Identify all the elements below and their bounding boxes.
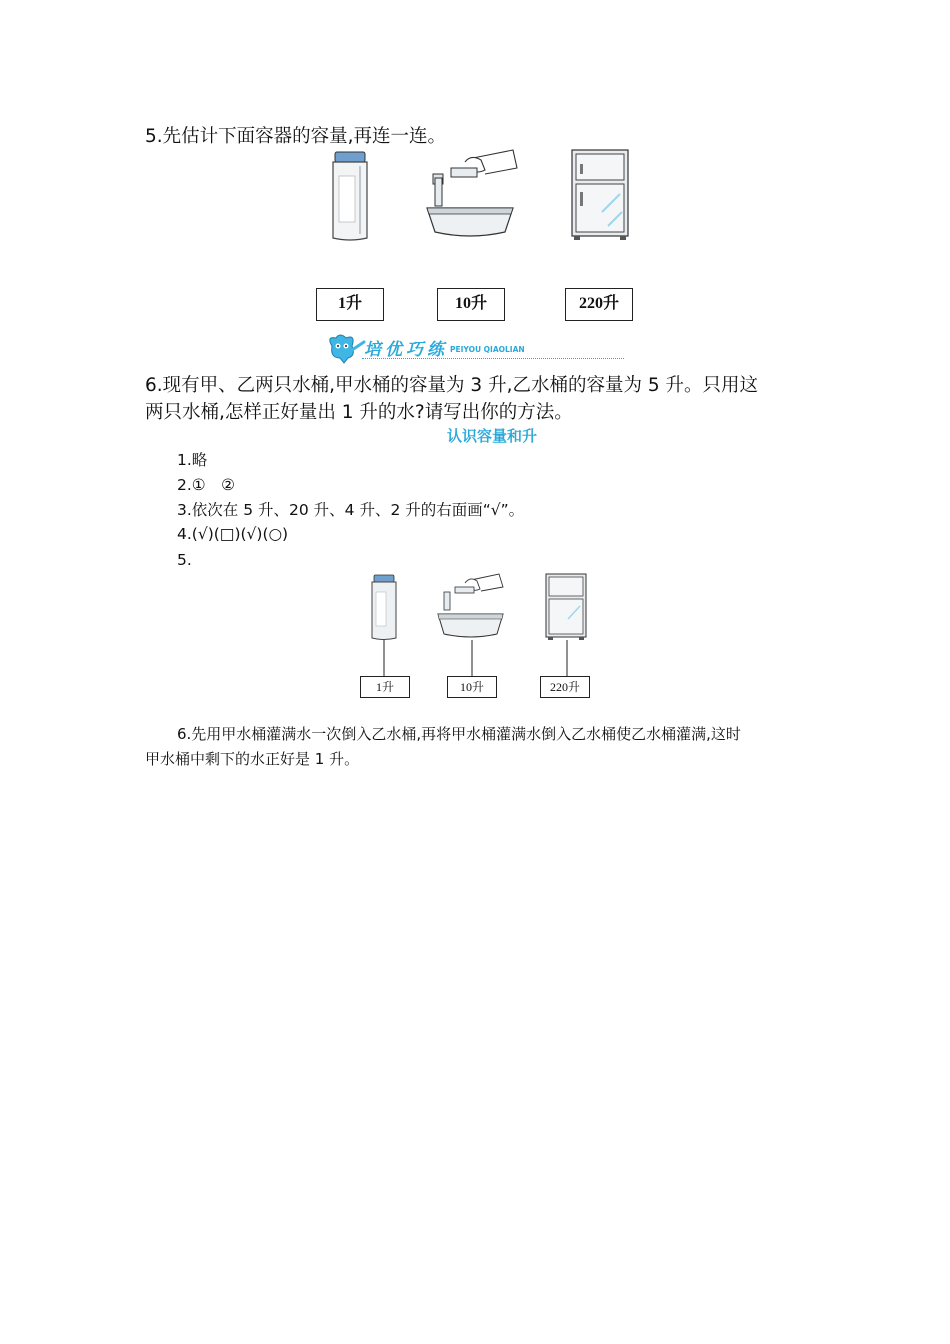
q5-option-1l[interactable]: 1升 xyxy=(316,288,384,321)
banner-subtitle: PEIYOU QIAOLIAN xyxy=(450,345,525,354)
banner-title: 培优巧练 xyxy=(364,340,448,360)
answer5-box-1l: 1升 xyxy=(360,676,410,698)
answer-6-line1: 6.先用甲水桶灌满水一次倒入乙水桶,再将甲水桶灌满水倒入乙水桶使乙水桶灌满,这时 xyxy=(177,725,741,743)
q6-text-line2: 两只水桶,怎样正好量出 1 升的水?请写出你的方法。 xyxy=(145,402,573,423)
answer-4: 4.(√)(□)(√)(○) xyxy=(177,525,289,543)
answer-5-label: 5. xyxy=(177,551,192,569)
answer-6-line2: 甲水桶中剩下的水正好是 1 升。 xyxy=(145,750,360,768)
q5-option-10l[interactable]: 10升 xyxy=(437,288,505,321)
answer5-box-220l: 220升 xyxy=(540,676,590,698)
answer5-box-10l: 10升 xyxy=(447,676,497,698)
answers-title: 认识容量和升 xyxy=(446,427,537,445)
q6-text-line1: 6.现有甲、乙两只水桶,甲水桶的容量为 3 升,乙水桶的容量为 5 升。只用这 xyxy=(145,375,758,396)
answer-2: 2.① ② xyxy=(177,476,236,494)
q5-text: 5.先估计下面容器的容量,再连一连。 xyxy=(145,126,447,147)
answer-1: 1.略 xyxy=(177,451,208,469)
answer-3: 3.依次在 5 升、20 升、4 升、2 升的右面画“√”。 xyxy=(177,501,525,519)
q5-option-220l[interactable]: 220升 xyxy=(565,288,633,321)
